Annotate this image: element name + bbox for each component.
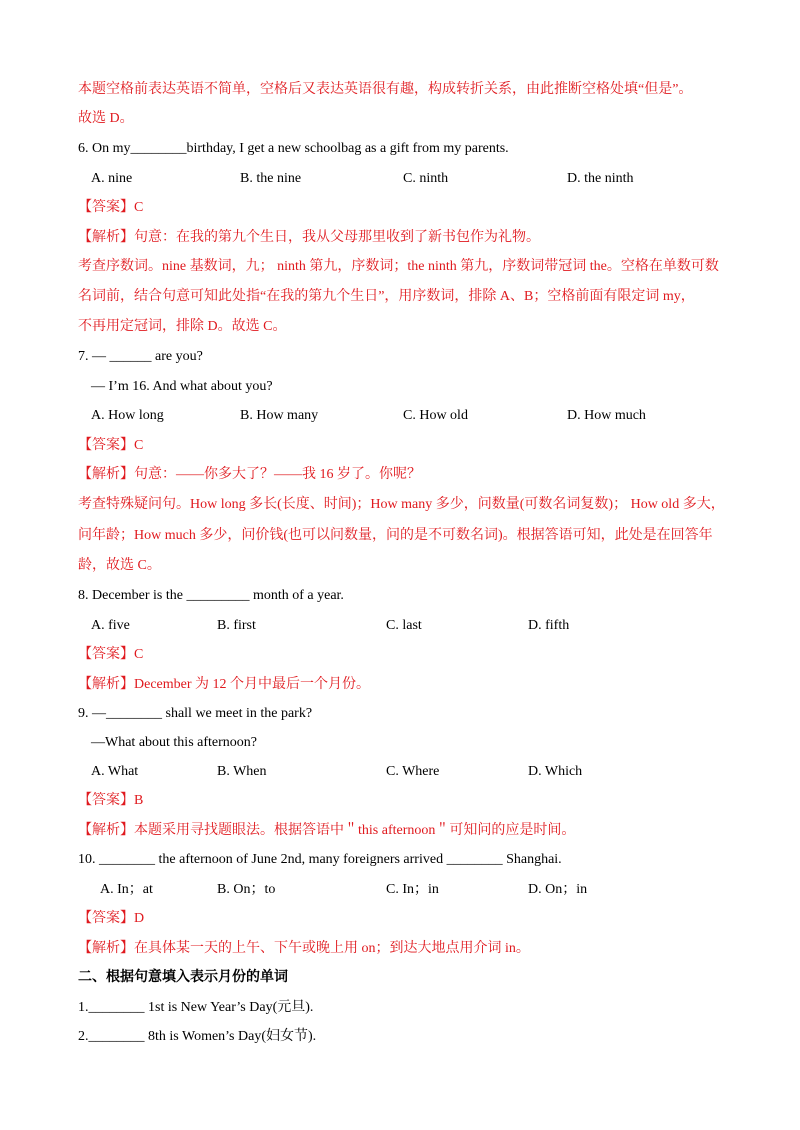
q9-analysis: 【解析】本题采用寻找题眼法。根据答语中＂this afternoon＂可知问的应是时间。 — [78, 823, 576, 838]
q6-detail-line: 名词前，结合句意可知此处指“在我的第九个生日”，用序数词，排除 A、B；空格前面有限定词 my， — [78, 289, 695, 304]
explanation-line: 故选 D。 — [78, 111, 134, 126]
q9-answer: 【答案】B — [78, 793, 144, 808]
q10-option-d: D. On；in — [528, 882, 588, 897]
q9-option-b: B. When — [217, 764, 267, 779]
question-9-reply: —What about this afternoon? — [91, 735, 258, 750]
q7-option-d: D. How much — [567, 408, 646, 423]
section-2-item: 1.________ 1st is New Year’s Day(元旦). — [78, 1000, 314, 1015]
q10-option-a: A. In；at — [100, 882, 153, 897]
q8-option-c: C. last — [386, 618, 422, 633]
q8-option-b: B. first — [217, 618, 256, 633]
q9-option-a: A. What — [91, 764, 139, 779]
q10-analysis: 【解析】在具体某一天的上午、下午或晚上用 on；到达大地点用介词 in。 — [78, 941, 530, 956]
question-6-stem: 6. On my________birthday, I get a new schoolbag as a gift from my parents. — [78, 141, 509, 156]
section-2-item: 2.________ 8th is Women’s Day(妇女节). — [78, 1029, 317, 1044]
q6-option-a: A. nine — [91, 171, 133, 186]
q7-detail-line: 龄，故选 C。 — [78, 558, 161, 573]
question-10-stem: 10. ________ the afternoon of June 2nd, many foreigners arrived ________ Shanghai. — [78, 852, 562, 867]
q7-option-b: B. How many — [240, 408, 319, 423]
q8-option-a: A. five — [91, 618, 130, 633]
q6-option-c: C. ninth — [403, 171, 449, 186]
q6-detail-line: 不再用定冠词，排除 D。故选 C。 — [78, 319, 287, 334]
q10-option-b: B. On；to — [217, 882, 276, 897]
explanation-line: 本题空格前表达英语不简单，空格后又表达英语很有趣，构成转折关系，由此推断空格处填“但是”。 — [78, 82, 693, 97]
q7-option-c: C. How old — [403, 408, 468, 423]
q7-detail-line: 问年龄；How much 多少，问价钱(也可以问数量，问的是不可数名词)。根据答语可知，此处是在回答年 — [78, 528, 713, 543]
q6-option-d: D. the ninth — [567, 171, 634, 186]
q7-answer: 【答案】C — [78, 438, 144, 453]
q8-answer: 【答案】C — [78, 647, 144, 662]
q10-option-c: C. In；in — [386, 882, 439, 897]
section-2-title: 二、根据句意填入表示月份的单词 — [78, 970, 288, 985]
q8-analysis: 【解析】December 为 12 个月中最后一个月份。 — [78, 677, 371, 692]
q6-detail-line: 考查序数词。nine 基数词，九； ninth 第九，序数词；the ninth 第九，序数词带冠词 the。空格在单数可数 — [78, 259, 719, 274]
q6-analysis: 【解析】句意：在我的第九个生日，我从父母那里收到了新书包作为礼物。 — [78, 230, 540, 245]
q8-option-d: D. fifth — [528, 618, 570, 633]
q6-answer: 【答案】C — [78, 200, 144, 215]
q7-option-a: A. How long — [91, 408, 164, 423]
question-8-stem: 8. December is the _________ month of a year. — [78, 588, 344, 603]
q6-option-b: B. the nine — [240, 171, 302, 186]
q9-option-d: D. Which — [528, 764, 583, 779]
question-7-stem: 7. — ______ are you? — [78, 349, 203, 364]
question-9-stem: 9. —________ shall we meet in the park? — [78, 706, 313, 721]
q9-option-c: C. Where — [386, 764, 440, 779]
q7-detail-line: 考查特殊疑问句。How long 多长(长度、时间)；How many 多少，问数量(可数名词复数)； How old 多大， — [78, 497, 725, 512]
q7-analysis: 【解析】句意：——你多大了？——我 16 岁了。你呢？ — [78, 467, 421, 482]
question-7-reply: — I’m 16. And what about you? — [91, 379, 273, 394]
q10-answer: 【答案】D — [78, 911, 145, 926]
